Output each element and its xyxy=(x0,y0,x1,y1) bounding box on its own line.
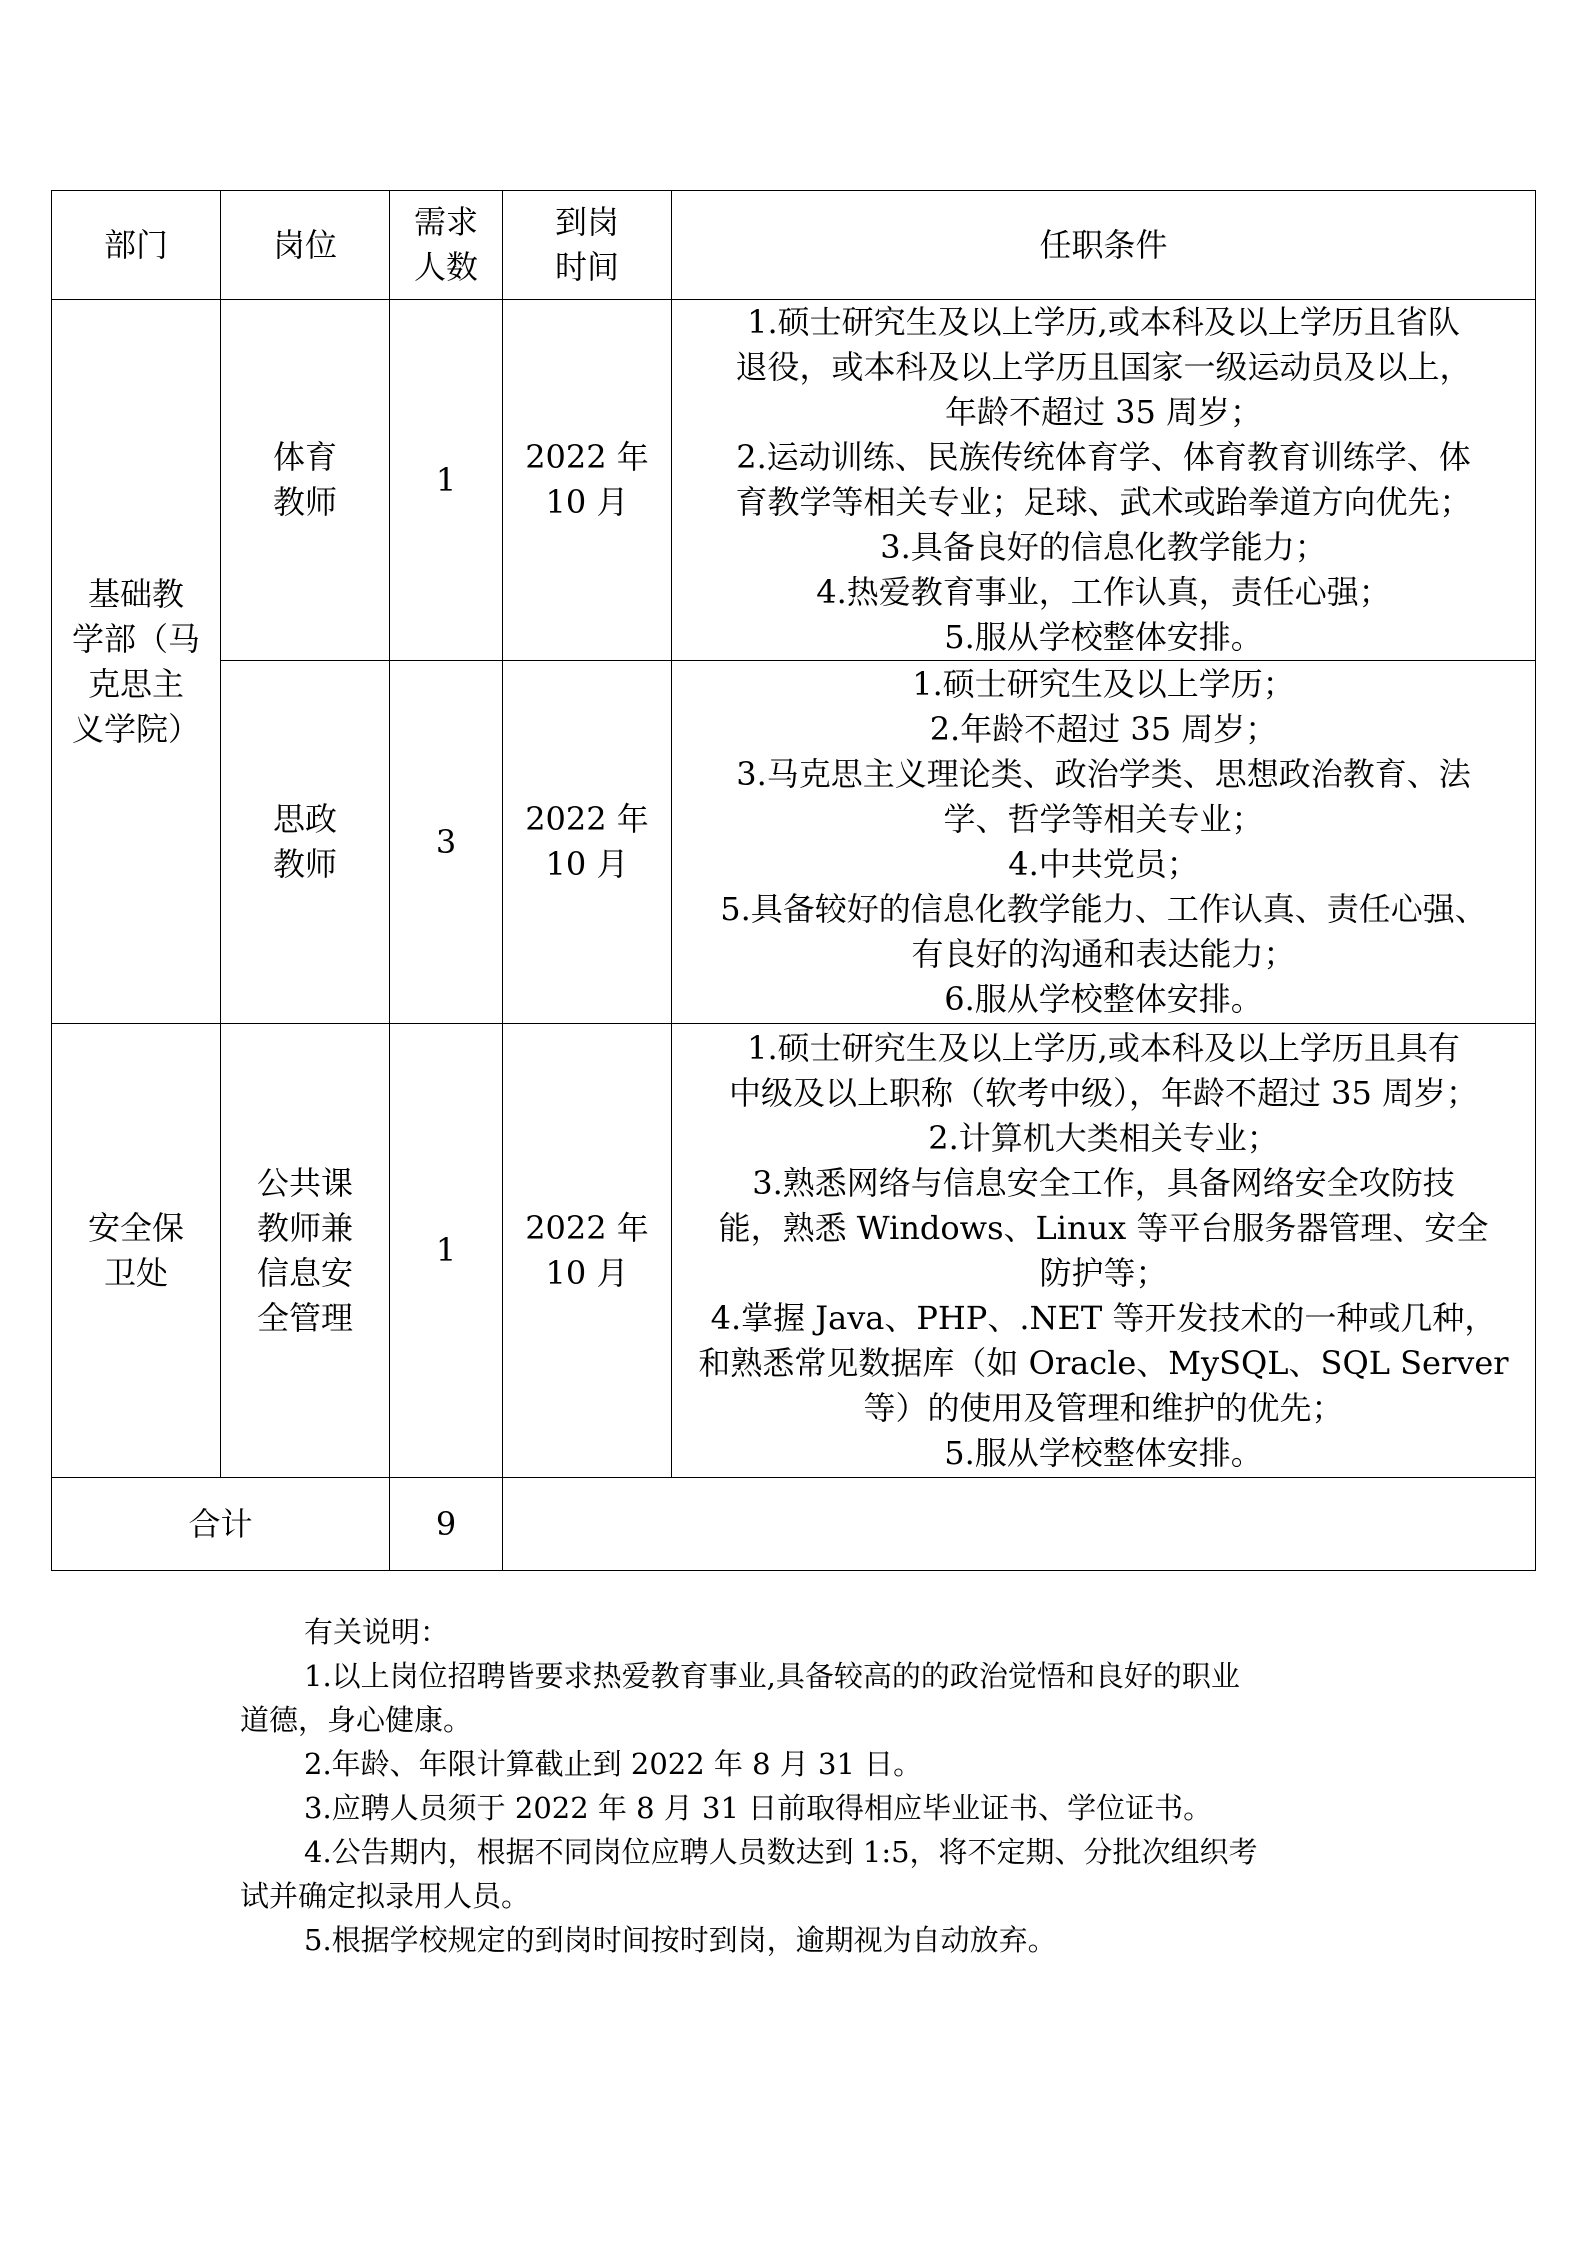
total-row xyxy=(52,1478,1536,1571)
conditions-cell: 1.硕士研究生及以上学历； 2.年龄不超过 35 周岁； 3.马克思主义理论类、政治学类、思想政治教育、法 学、哲学等相关专业； 4.中共党员； 5.具备较好的信息化教学能力、工作认真、责任心强、 有良好的沟通和表达能力； 6.服从学校整体安排。 xyxy=(672,661,1536,1024)
count-cell: 1 xyxy=(390,1024,503,1478)
time-cell: 2022 年 10 月 xyxy=(503,1024,672,1478)
conditions-cell: 1.硕士研究生及以上学历,或本科及以上学历且具有 中级及以上职称（软考中级），年龄不超过 35 周岁； 2.计算机大类相关专业； 3.熟悉网络与信息安全工作，具备网络安全攻防技 能，熟悉 Windows、Linux 等平台服务器管理、安全 防护等； 4.掌握 Java、PHP、.NET 等开发技术的一种或几种， 和熟悉常见数据库（如 Oracle、MySQL、SQL Server 等）的使用及管理和维护的优先； 5.服从学校整体安排。 xyxy=(672,1024,1536,1478)
note-line: 3.应聘人员须于 2022 年 8 月 31 日前取得相应毕业证书、学位证书。 xyxy=(304,1791,1213,1825)
table-row xyxy=(52,1024,1536,1478)
dept-cell: 安全保 卫处 xyxy=(52,1024,221,1478)
note-line: 5.根据学校规定的到岗时间按时到岗，逾期视为自动放弃。 xyxy=(304,1923,1057,1957)
table-row xyxy=(52,300,1536,661)
total-count: 9 xyxy=(390,1478,503,1571)
count-cell: 3 xyxy=(390,661,503,1024)
note-line: 2.年龄、年限计算截止到 2022 年 8 月 31 日。 xyxy=(304,1747,923,1781)
note-line: 道德，身心健康。 xyxy=(240,1703,473,1737)
header-count: 需求 人数 xyxy=(390,191,503,300)
conditions-cell: 1.硕士研究生及以上学历,或本科及以上学历且省队 退役，或本科及以上学历且国家一级运动员及以上， 年龄不超过 35 周岁； 2.运动训练、民族传统体育学、体育教育训练学、体 育教学等相关专业；足球、武术或跆拳道方向优先； 3.具备良好的信息化教学能力； 4.热爱教育事业，工作认真，责任心强； 5.服从学校整体安排。 xyxy=(672,300,1536,661)
header-position: 岗位 xyxy=(221,191,390,300)
notes-title: 有关说明： xyxy=(304,1615,450,1649)
time-cell: 2022 年 10 月 xyxy=(503,661,672,1024)
header-row xyxy=(52,191,1536,300)
total-label: 合计 xyxy=(52,1478,390,1571)
notes-section xyxy=(240,1610,1370,1962)
position-cell: 公共课 教师兼 信息安 全管理 xyxy=(221,1024,390,1478)
total-empty-cell xyxy=(503,1478,1536,1571)
note-line: 4.公告期内，根据不同岗位应聘人员数达到 1:5，将不定期、分批次组织考 xyxy=(304,1835,1258,1869)
note-line: 试并确定拟录用人员。 xyxy=(240,1879,531,1913)
header-conditions: 任职条件 xyxy=(672,191,1536,300)
position-cell: 思政 教师 xyxy=(221,661,390,1024)
position-cell: 体育 教师 xyxy=(221,300,390,661)
dept-cell: 基础教 学部（马 克思主 义学院） xyxy=(52,300,221,1024)
table-row xyxy=(52,661,1536,1024)
note-line: 1.以上岗位招聘皆要求热爱教育事业,具备较高的的政治觉悟和良好的职业 xyxy=(304,1659,1240,1693)
header-dept: 部门 xyxy=(52,191,221,300)
count-cell: 1 xyxy=(390,300,503,661)
job-table xyxy=(51,190,1536,1571)
header-time: 到岗 时间 xyxy=(503,191,672,300)
time-cell: 2022 年 10 月 xyxy=(503,300,672,661)
